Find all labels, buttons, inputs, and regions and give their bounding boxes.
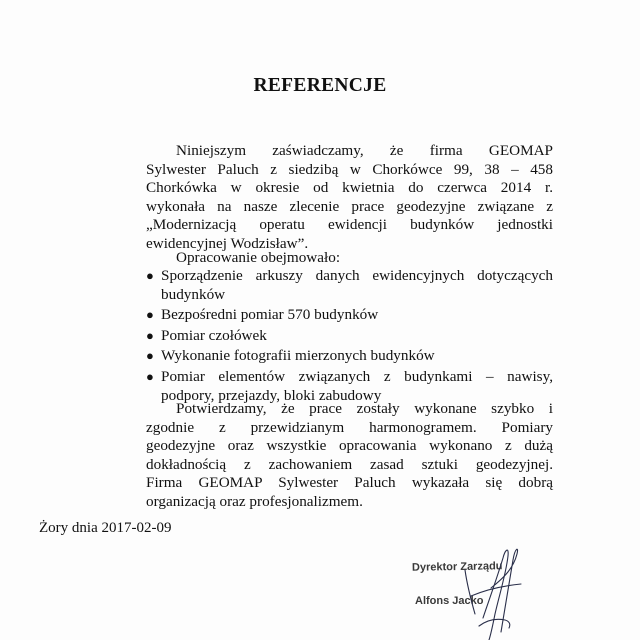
bullet-icon: ● (146, 307, 154, 323)
document-title: REFERENCJE (253, 75, 387, 96)
intro-line: wykonała na nasze zlecenie prace geodezyjne związane z (146, 197, 553, 215)
signatory-name: Alfons Jacko (415, 595, 484, 607)
list-item (146, 327, 553, 346)
handwritten-signature-icon (405, 540, 605, 640)
bullet-icon: ● (146, 327, 154, 343)
intro-line: „Modernizacją operatu ewidencji budynków jednostki (146, 216, 553, 234)
closing-line: Potwierdzamy, że prace zostały wykonane szybko i (176, 400, 553, 417)
scope-heading: Opracowanie obejmowało: (176, 249, 341, 266)
bullet-icon: ● (146, 268, 154, 283)
closing-line: organizacją oraz profesjonalizmem. (146, 492, 363, 510)
intro-line: ewidencyjnej Wodzisław”. (146, 234, 309, 252)
scope-list (146, 267, 553, 407)
closing-paragraph (146, 400, 553, 512)
signature-block (405, 540, 605, 640)
intro-line: Sylwester Paluch z siedzibą w Chorkówce 99, 38 – 458 (146, 160, 553, 178)
list-item-text: Wykonanie fotografii mierzonych budynków (161, 347, 435, 365)
list-item-text: podpory, przejazdy, bloki zabudowy (161, 386, 382, 404)
list-item-text: Bezpośredni pomiar 570 budynków (161, 306, 379, 324)
closing-line: geodezyjne oraz wszystkie opracowania wykonano z dużą (146, 437, 553, 455)
bullet-icon: ● (146, 368, 154, 384)
bullet-icon: ● (146, 348, 154, 364)
list-item-text: Pomiar elementów związanych z budynkami – nawisy, (161, 367, 553, 385)
list-item-text: budynków (161, 285, 226, 303)
place-and-date: Żory dnia 2017-02-09 (39, 520, 172, 536)
closing-line: zgodnie z przewidzianym harmonogramem. Pomiary (146, 418, 553, 436)
list-item-text: Pomiar czołówek (161, 326, 267, 344)
intro-line: Chorkówka w okresie od kwietnia do czerwca 2014 r. (146, 179, 553, 197)
list-item (146, 347, 553, 366)
closing-line: Firma GEOMAP Sylwester Paluch wykazała się dobrą (146, 474, 553, 492)
list-item (146, 267, 553, 304)
signatory-title: Dyrektor Zarządu (411, 560, 503, 574)
intro-paragraph (146, 142, 553, 254)
list-item (146, 306, 553, 325)
intro-line: Niniejszym zaświadczamy, że firma GEOMAP (176, 142, 553, 159)
list-item-text: Sporządzenie arkuszy danych ewidencyjnych dotyczących (161, 267, 553, 284)
closing-line: dokładnością z zachowaniem zasad sztuki geodezyjnej. (146, 455, 553, 473)
